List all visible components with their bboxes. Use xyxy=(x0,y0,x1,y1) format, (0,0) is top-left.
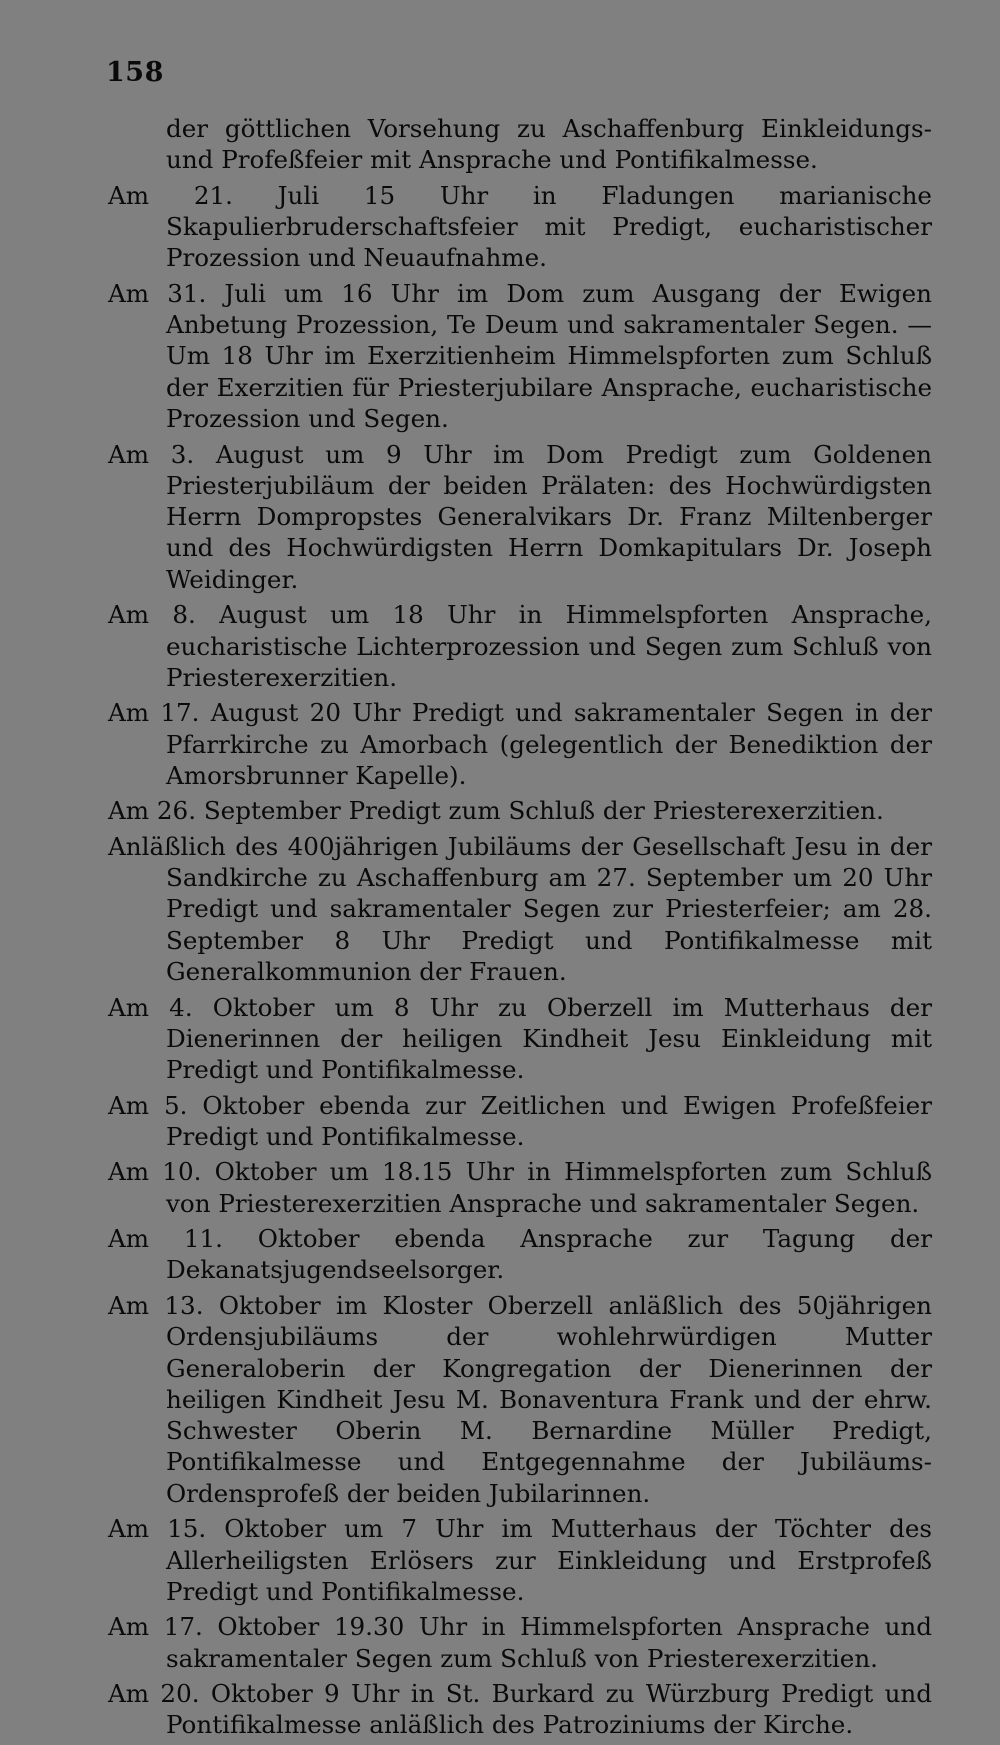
page-body xyxy=(108,113,932,1745)
paragraph-entry: Anläßlich des 400jährigen Jubiläums der Gesellschaft Jesu in der Sandkirche zu Aschaffenburg am 27. September um 20 Uhr Predigt und sakramentaler Segen zur Priesterfeier; am 28. September 8 Uhr Predigt und Pontifikalmesse mit Generalkommunion der Frauen. xyxy=(108,831,932,987)
paragraph-entry: Am 11. Oktober ebenda Ansprache zur Tagung der Dekanatsjugendseelsorger. xyxy=(108,1224,932,1285)
paragraph-entry: Am 31. Juli um 16 Uhr im Dom zum Ausgang der Ewigen Anbetung Prozession, Te Deum und sakramentaler Segen. — Um 18 Uhr im Exerzitienheim Himmelspforten zum Schluß der Exerzitien für Priesterjubilare Ansprache, eucharistische Prozession und Segen. xyxy=(108,278,932,434)
paragraph-entry: Am 3. August um 9 Uhr im Dom Predigt zum Goldenen Priesterjubiläum der beiden Prälaten: des Hochwürdigsten Herrn Dompropstes Generalvikars Dr. Franz Miltenberger und des Hochwürdigsten Herrn Domkapitulars Dr. Joseph Weidinger. xyxy=(108,439,932,594)
paragraph-entry: Am 20. Oktober 9 Uhr in St. Burkard zu Würzburg Predigt und Pontifikalmesse anläßlich des Patroziniums der Kirche. xyxy=(108,1679,932,1740)
paragraph-entry: Am 17. August 20 Uhr Predigt und sakramentaler Segen in der Pfarrkirche zu Amorbach (gelegentlich der Benediktion der Amorsbrunner Kapelle). xyxy=(108,698,932,790)
paragraph-entry: Am 21. Juli 15 Uhr in Fladungen marianische Skapulierbruderschaftsfeier mit Predigt, eucharistischer Prozession und Neuaufnahme. xyxy=(108,180,932,273)
paragraph-entry: Am 10. Oktober um 18.15 Uhr in Himmelspforten zum Schluß von Priesterexerzitien Ansprache und sakramentaler Segen. xyxy=(108,1157,932,1218)
paragraph-continued: der göttlichen Vorsehung zu Aschaffenburg Einkleidungs- und Profeßfeier mit Ansprache und Pontifikalmesse. xyxy=(166,114,932,175)
paragraph-entry: Am 17. Oktober 19.30 Uhr in Himmelspforten Ansprache und sakramentaler Segen zum Schluß von Priesterexerzitien. xyxy=(108,1612,932,1673)
paragraph-entry: Am 5. Oktober ebenda zur Zeitlichen und Ewigen Profeßfeier Predigt und Pontifikalmesse. xyxy=(108,1090,932,1151)
paragraph-entry: Am 4. Oktober um 8 Uhr zu Oberzell im Mutterhaus der Dienerinnen der heiligen Kindheit Jesu Einkleidung mit Predigt und Pontifikalmesse. xyxy=(108,992,932,1085)
page-number: 158 xyxy=(106,57,164,88)
paragraph-entry: Am 8. August um 18 Uhr in Himmelspforten Ansprache, eucharistische Lichterprozession und Segen zum Schluß von Priesterexerzitien. xyxy=(108,600,932,692)
paragraph-entry: Am 26. September Predigt zum Schluß der Priesterexerzitien. xyxy=(108,796,884,826)
paragraph-entry: Am 15. Oktober um 7 Uhr im Mutterhaus der Töchter des Allerheiligsten Erlösers zur Einkleidung und Erstprofeß Predigt und Pontifikalmesse. xyxy=(108,1514,932,1606)
paragraph-entry: Am 13. Oktober im Kloster Oberzell anläßlich des 50jährigen Ordensjubiläums der wohlehrwürdigen Mutter Generaloberin der Kongregation der Dienerinnen der heiligen Kindheit Jesu M. Bonaventura Frank und der ehrw. Schwester Oberin M. Bernardine Müller Predigt, Pontifikalmesse und Entgegennahme der Jubiläums-Ordensprofeß der beiden Jubilarinnen. xyxy=(108,1290,932,1508)
